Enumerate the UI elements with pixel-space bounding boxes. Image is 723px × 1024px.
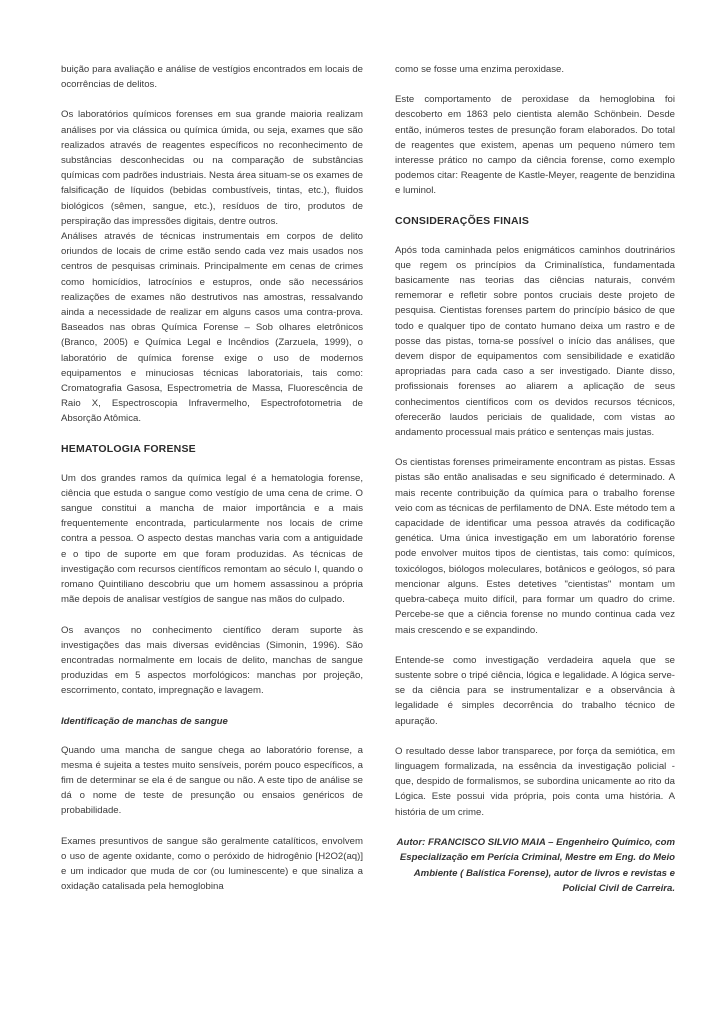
author-credit: Autor: FRANCISCO SILVIO MAIA – Engenheiro Químico, com Especialização em Perícia Criminal, Mestre em Eng. do Meio Ambiente ( Balística Forense), autor de livros e revistas e Policial Civil de Carreira.	[396, 836, 675, 894]
paragraph: Quando uma mancha de sangue chega ao laboratório forense, a mesma é sujeita a testes muito sensíveis, porém pouco específicos, a fim de determinar se ela é de sangue ou não. A este tipo de análise se dá o nome de teste de presunção ou ensaios genéricos de probabilidade.	[61, 744, 363, 817]
paragraph: Entende-se como investigação verdadeira aquela que se sustente sobre o tripé ciência, lógica e legalidade. A lógica serve-se da ciência para se instrumentalizar e a observância à legalidade é simples decorrência do trabalho técnico de apuração.	[395, 654, 675, 727]
paragraph: como se fosse uma enzima peroxidase.	[395, 64, 565, 75]
paragraph: Após toda caminhada pelos enigmáticos caminhos doutrinários que regem os princípios da Criminalística, fundamentada basicamente nas teorias das ciências naturais, convém rememorar e refletir sobre pontos cruciais deste projeto de pesquisa. Cientistas forenses partem do princípio básico de que todo e qualquer tipo de contato humano deixa um rastro e de posse das pistas, torna-se possível o início das análises, que devem dispor de equipamentos com sensibilidade e exatidão apropriadas para cada caso a ser investigado. Diante disso, profissionais forenses ao aliarem a aplicação de seus conhecimentos científicos com os devidos recursos técnicos, oferecerão laudos periciais de qualidade, com vistas ao andamento processual mais prático e sentenças mais justas.	[395, 244, 675, 439]
section-heading-hematologia: HEMATOLOGIA FORENSE	[61, 442, 196, 455]
section-heading-consideracoes: CONSIDERAÇÕES FINAIS	[395, 214, 530, 227]
paragraph: Os cientistas forenses primeiramente encontram as pistas. Essas pistas são então analisadas e seu significado é determinado. A mais recente contribuição da química para o trabalho forense veio com as técnicas de perfilamento de DNA. Este método tem a capacidade de identificar uma pessoa através da codificação genética. Uma única investigação em um laboratório forense pode envolver muitos tipos de cientistas, tais como: químicos, toxicólogos, biólogos moleculares, botânicos e geólogos, só para mencionar alguns. Estes detetives "cientistas" montam um quebra-cabeça muito difícil, para formar um quadro do crime. Percebe-se que a ciência forense no mundo continua cada vez mais crescendo e se expandindo.	[395, 457, 675, 636]
paragraph: Análises através de técnicas instrumentais em corpos de delito oriundos de locais de crime estão sendo cada vez mais usados nos centros de pesquisas criminais. Principalmente em cenas de crimes como homicídios, latrocínios e estupros, onde são necessários realizações de exames não destrutivos nas amostras, ressalvando ainda a necessidade de realizar em alguns casos uma contra-prova. Baseados nas obras Química Forense – Sob olhares eletrônicos (Branco, 2005) e Química Legal e Incêndios (Zarzuela, 1999), o laboratório de química forense exige o uso de modernos equipamentos e minuciosas técnicas laboratoriais, tais como: Cromatografia Gasosa, Espectrometria de Massa, Fluorescência de Raio X, Espectroscopia Infravermelho, Espectrofotometria de Absorção Atômica.	[61, 231, 363, 425]
paragraph: O resultado desse labor transparece, por força da semiótica, em linguagem formalizada, na essência da investigação policial - que, despido de formalismos, se subordina unicamente ao rito da Lógica. Este possui vida própria, pois conta uma história. A história de um crime.	[395, 745, 675, 818]
paragraph: Exames presuntivos de sangue são geralmente catalíticos, envolvem o uso de agente oxidante, como o peróxido de hidrogênio [H2O2(aq)] e um indicador que muda de cor (ou luminescente) e que sinaliza a oxidação catalisada pela hemoglobina	[61, 835, 363, 893]
paragraph: Os laboratórios químicos forenses em sua grande maioria realizam análises por via clássica ou química úmida, ou seja, exames que são realizados através de reagentes específicos no reconhecimento de substâncias desconhecidas ou na comparação de substâncias químicas com padrões industriais. Nesta área situam-se os exames de falsificação de líquidos (bebidas combustíveis, tintas, etc.), fluidos biológicos (sêmen, sangue, etc.), resíduos de tiro, produtos de perspiração das impressões digitais, dentre outros.	[61, 109, 363, 227]
paragraph: Um dos grandes ramos da química legal é a hematologia forense, ciência que estuda o sangue como vestígio de uma cena de crime. O sangue constitui a mancha de maior importância e a mais frequentemente encontrada, particularmente nos locais de crime contra a pessoa. O aspecto destas manchas varia com a antiguidade e o tipo de suporte em que foram produzidas. As técnicas de investigação com recursos científicos remontam ao século I, quando o romano Quintiliano descobriu que um homem assassinou a própria mãe depois de analisar vestígios de sangue nas mãos do culpado.	[61, 472, 363, 606]
paragraph: Este comportamento de peroxidase da hemoglobina foi descoberto em 1863 pelo cientista alemão Schönbein. Desde então, inúmeros testes de presunção foram elaborados. Do total de reagentes que existem, apenas um pequeno número tem interesse prático no campo da ciência forense, como exemplo podemos citar: Reagente de Kastle-Meyer, reagente de benzidina e luminol.	[395, 94, 675, 197]
subsection-heading-identificacao: Identificação de manchas de sangue	[61, 715, 228, 727]
left-column	[61, 62, 363, 894]
paragraph: buição para avaliação e análise de vestígios encontrados em locais de ocorrências de delitos.	[61, 64, 363, 91]
paragraph: Os avanços no conhecimento científico deram suporte às investigações das mais diversas evidências (Simonin, 1996). São encontradas normalmente em locais de delito, manchas de sangue produzidas em 5 aspectos morfológicos: manchas por projeção, escorrimento, contato, impregnação e lavagem.	[61, 624, 363, 697]
right-column	[395, 62, 675, 896]
